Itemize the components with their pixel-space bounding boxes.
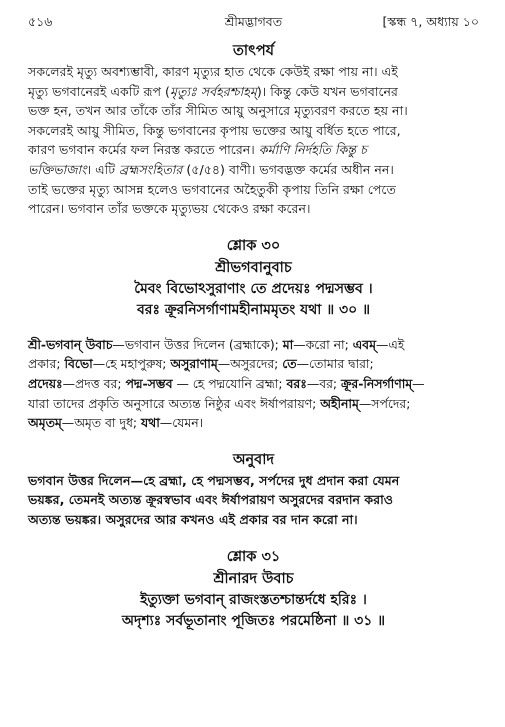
text-run: —ভগবান উত্তর দিলেন (ব্রহ্মাকে); [112, 336, 283, 352]
italic-quote: ভক্তিভাজাং [28, 161, 87, 177]
bold-term: তে [282, 356, 297, 372]
bold-term: বিভো [64, 356, 93, 372]
text-run: )। কিন্তু কেউ যখন ভগবানের [256, 83, 398, 99]
bold-term: প্রদেয়ঃ [28, 375, 63, 391]
bold-term: যথা [141, 415, 160, 431]
bold-term: পদ্ম-সম্ভব [125, 375, 173, 391]
purport-line [28, 101, 479, 121]
purport-line [28, 180, 479, 200]
purport-line [28, 199, 479, 219]
text-run: —বর; [306, 375, 342, 391]
verse-31-line-1: ইত্যুক্তা ভগবান্ রাজংস্ততশ্চান্তর্দধে হরিঃ । [140, 591, 367, 608]
text-run: । এটি [86, 161, 120, 177]
bold-term: বরঃ [286, 375, 307, 391]
purport-line [28, 62, 479, 82]
verse-31-heading: শ্লোক ৩১ [226, 548, 281, 565]
chapter-reference: [স্কন্ধ ৭, অধ্যায় ১০ [382, 14, 479, 29]
italic-quote: ব্রহ্মসংহিতার [119, 161, 183, 177]
translation-title: অনুবাদ [232, 451, 275, 468]
text-run: সকলেরই মৃত্যু অবশ্যম্ভাবী, কারণ মৃত্যুর হাত থেকে কেউই রক্ষা পায় না। এই [28, 64, 398, 79]
word-for-word-synonyms [28, 335, 479, 433]
synonym-line [28, 354, 479, 374]
bold-term: শ্রী-ভগবান্ উবাচ [28, 336, 113, 352]
verse-31-speaker: শ্রীনারদ উবাচ [213, 570, 294, 587]
text-run: মৃত্যু ভগবানেরই একটি রূপ ( [28, 83, 170, 99]
bold-term: মা [282, 336, 294, 352]
text-run: প্রকার; [28, 356, 65, 372]
bold-term: এবম্ [352, 336, 376, 352]
translation-line [28, 510, 479, 530]
bold-term: ভয়ঙ্কর, তেমনই অত্যন্ত ক্রূরস্বভাব এবং ঈর্ষাপরায়ণ অসুরদের বরদান করাও [28, 492, 394, 508]
book-title: শ্রীমদ্ভাগবত [224, 14, 283, 29]
text-run: —প্রদত্ত বর; [62, 375, 126, 391]
bold-term: অসুরাণাম্ [170, 356, 218, 372]
purport-line [28, 140, 479, 160]
text-run: — হে পদ্মযোনি ব্রহ্মা; [172, 375, 287, 391]
text-run: ভক্ত হন, তখন আর তাঁকে তাঁর সীমিত আয়ু অনুসারে মৃত্যুবরণ করতে হয় না। [28, 103, 408, 119]
text-run: —এই [375, 336, 405, 352]
translation-body [28, 471, 479, 530]
purport-title: তাৎপর্য [232, 43, 275, 59]
text-run: —সর্পদের; [358, 395, 411, 411]
bold-term: অমৃতম্ [28, 415, 62, 431]
bold-term: অত্যন্ত ভয়ঙ্কর। অসুরদের আর কখনও এই প্রকার বর দান করো না। [28, 511, 358, 527]
synonym-line [28, 394, 479, 414]
text-run: সকলেরই আয়ু সীমিত, কিন্তু ভগবানের কৃপায় ভক্তের আয়ু বর্ধিত হতে পারে, [28, 122, 401, 138]
verse-30-speaker: শ্রীভগবানুবাচ [215, 259, 292, 276]
synonym-line [28, 335, 479, 355]
text-run: —করো না; [293, 336, 353, 352]
text-run: —অসুরদের; [217, 356, 283, 372]
purport-line [28, 121, 479, 141]
translation-line [28, 471, 479, 491]
purport-body [28, 62, 479, 219]
text-run: যারা তাদের প্রকৃতি অনুসারে অত্যন্ত নিষ্ঠুর এবং ঈর্ষাপরায়ণ; [28, 395, 321, 411]
text-run: তাই ভক্তের মৃত্যু আসন্ন হলেও ভগবানের অহৈতুকী কৃপায় তিনি রক্ষা পেতে [28, 181, 396, 197]
italic-quote: মৃত্যুঃ সর্বহরশ্চাহম্ [169, 83, 257, 99]
bold-term: ক্রূর-নিসর্গাণাম্ [341, 375, 413, 391]
verse-31-line-2: অদৃশ্যঃ সর্বভূতানাং পূজিতঃ পরমেষ্ঠিনা ॥ ৩১ ॥ [121, 612, 386, 629]
purport-line [28, 82, 479, 102]
verse-30-heading: শ্লোক ৩০ [226, 237, 281, 254]
verse-30-line-2: বরঃ ক্রূরনিসর্গাণামহীনামমৃতং যথা ॥ ৩০ ॥ [137, 301, 370, 318]
text-run: (৫/৫৪) বাণী। ভগবদ্ভক্ত কর্মের অধীন নন। [182, 161, 394, 177]
text-run: পারেন। ভগবান তাঁর ভক্তকে মৃত্যুভয় থেকেও রক্ষা করেন। [28, 201, 311, 217]
italic-quote: কর্মাণি নির্দহতি কিন্তু চ [258, 142, 367, 158]
text-run: —হে মহাপুরুষ; [92, 356, 171, 372]
text-run: —অমৃত বা দুধ; [61, 415, 142, 431]
bold-term: ভগবান উত্তর দিলেন—হে ব্রহ্মা, হে পদ্মসম্ভব, সর্পদের দুধ প্রদান করা যেমন [28, 472, 400, 488]
verse-30-line-1: মৈবং বিভোঽসুরাণাং তে প্রদেয়ঃ পদ্মসম্ভব । [134, 280, 373, 297]
text-run: —তোমার দ্বারা; [296, 356, 374, 372]
running-header [28, 0, 479, 30]
translation-line [28, 490, 479, 510]
synonym-line [28, 374, 479, 394]
text-run: —যেমন। [159, 415, 204, 431]
text-run: — [412, 375, 425, 391]
bold-term: অহীনাম্ [320, 395, 359, 411]
text-run: কারণ ভগবান কর্মের ফল নিরস্ত করতে পারেন। [28, 142, 259, 158]
purport-line [28, 160, 479, 180]
synonym-line [28, 413, 479, 433]
page-number: ৫১৬ [28, 14, 53, 29]
